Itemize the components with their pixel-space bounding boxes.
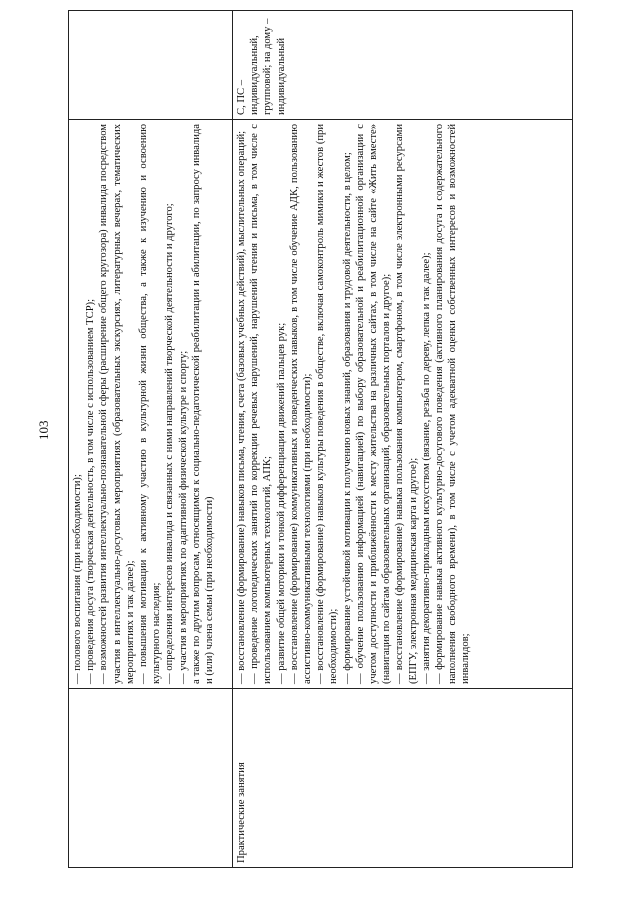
- row1-content-cell: [69, 120, 233, 689]
- row2-content-cell: [233, 120, 573, 689]
- rotated-table-wrapper: [68, 18, 572, 868]
- row2-activity-cell: Практические занятия: [233, 689, 573, 868]
- page-number: 103: [36, 420, 51, 440]
- list-item: — восстановление (формирование) навыков культуры поведения в обществе, включая самоконтроль мимики и жестов (при необходимости);: [315, 124, 340, 684]
- list-item: — занятия декоративно-прикладным искусством (вязание, резьба по дереву, лепка и так далее);: [420, 252, 432, 684]
- list-item: — участия в мероприятиях по адаптивной физической культуре и спорту;: [177, 350, 189, 684]
- list-item: — восстановление (формирование) коммуникативных и поведенческих навыков, в том числе обучение АДК, пользованию ассистивно-коммуникативными технологиями (при необходимости);: [288, 124, 314, 684]
- list-item: а также по другим вопросам, относящимся к социально-педагогической реабилитации и абилитации, по запросу инвалида и (или) члена семьи (при необходимости): [190, 124, 216, 684]
- list-item: — формирование навыка активного культурно-досугового поведения (активного планирования досуга и содержательного наполнения свободного времени), в том числе с учетом адекватной оценки собственных интересов и возможностей инвалидов;: [434, 124, 472, 684]
- list-item: — определения интересов инвалида и связанных с ними направлений творческой деятельности и другого;: [164, 203, 176, 684]
- program-table: [68, 10, 573, 868]
- row2-form-cell: С, ПС – индивидуальный, групповой; на дому – индивидуальный: [233, 11, 573, 120]
- row1-form-cell: [69, 11, 233, 120]
- list-item: — проведение логопедических занятий по коррекции речевых нарушений, нарушений чтения и письма, в том числе с использованием компьютерных технологий, АПК;: [249, 124, 274, 684]
- table-row: [233, 11, 573, 868]
- table-row: [69, 11, 233, 868]
- list-item: — восстановление (формирование) навыков письма, чтения, счета (базовых учебных действий), мыслительных операций;: [236, 130, 247, 684]
- row1-activity-cell: [69, 689, 233, 868]
- list-item: — обучение пользованию информацией (навигацией) по выбору образовательной и реабилитационной организации с учетом доступности и приближённости к месту жительства на различных сайтах, в том числе на сайте «Жить вместе» (навигация по сайтам образовательных организаций, образовательных порталов и другое);: [354, 124, 393, 684]
- list-item: — полового воспитания (при необходимости);: [72, 474, 83, 684]
- list-item: — развитие общей моторики и тонкой дифференциации движений пальцев рук;: [275, 322, 287, 684]
- list-item: — возможностей развития интеллектуально-познавательной сферы (расширение общего кругозора) инвалида посредством участия в интеллектуально-досуговых мероприятиях (образовательных экскурсиях, литературных вечерах, тематических мероприятиях и так далее);: [98, 124, 136, 684]
- list-item: — повышения мотивации к активному участию в культурной жизни общества, а также к изучению и освоению культурного наследия;: [138, 124, 163, 684]
- list-item: — формирование устойчивой мотивации к получению новых знаний, образования и трудовой деятельности, в целом;: [341, 152, 353, 684]
- list-item: — проведения досуга (творческая деятельность, в том числе с использованием ТСР);: [85, 298, 97, 684]
- list-item: — восстановление (формирование) навыка пользования компьютером, смартфоном, в том числе электронными ресурсами (ЕПГУ, электронная медицинская карта и другое);: [394, 124, 419, 684]
